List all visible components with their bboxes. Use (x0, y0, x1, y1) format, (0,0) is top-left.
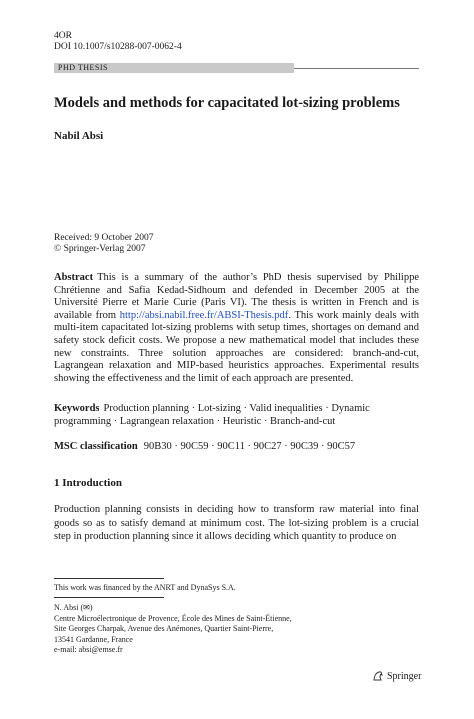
section-label: PHD THESIS (54, 63, 294, 73)
received-date: Received: 9 October 2007 (54, 233, 154, 243)
msc-heading: MSC classification (54, 441, 138, 452)
funding-note: This work was financed by the ANRT and DynaSys S.A. (54, 583, 236, 592)
author-name: Nabil Absi (54, 130, 104, 142)
journal-header (54, 31, 182, 53)
springer-logo (372, 670, 421, 682)
journal-name: 4OR (54, 31, 72, 41)
section-rule (294, 68, 419, 69)
publisher-name: Springer (387, 670, 422, 682)
thesis-link[interactable]: http://absi.nabil.free.fr/ABSI-Thesis.pdf (119, 309, 289, 321)
copyright: © Springer-Verlag 2007 (54, 244, 146, 254)
keywords (54, 402, 419, 428)
keywords-text: Production planning · Lot-sizing · Valid inequalities · Dynamic programming · Lagrangean relaxation · Heuristic · Branch-and-cut (54, 403, 370, 427)
doi: DOI 10.1007/s10288-007-0062-4 (54, 42, 182, 52)
footnote-rule (54, 578, 164, 579)
msc-classification (54, 441, 419, 452)
affiliation-line: N. Absi (✉) (54, 603, 93, 612)
intro-heading: 1 Introduction (54, 477, 122, 489)
springer-horse-icon (372, 670, 384, 682)
keywords-heading: Keywords (54, 403, 100, 414)
paper-title: Models and methods for capacitated lot-sizing problems (54, 95, 400, 111)
abstract-text-2: . This work mainly deals with multi-item capacitated lot-sizing problems with setup times, shortages on demand and safety stock deficit costs. We propose a new mathematical model that includes these new constraints. Three solution approaches are considered: branch-and-cut, Lagrangean relaxation and MIP-based heuristics approaches. Experimental results showing the effectiveness and the limit of each approach are presented. (54, 309, 419, 384)
section-bar (54, 63, 419, 73)
affiliation (54, 603, 292, 656)
affiliation-email: e-mail: absi@emse.fr (54, 645, 123, 654)
affiliation-line: 13541 Gardanne, France (54, 634, 133, 644)
abstract-heading: Abstract (54, 272, 94, 283)
abstract (54, 272, 419, 385)
abstract-text-1: This is a summary of the author’s PhD thesis supervised by Philippe Chrétienne and Safia Kedad-Sidhoum and defended in December 2005 at the Université Pierre et Marie Curie (Paris VI). The thesis is written in French and is available from (54, 272, 419, 321)
affiliation-line: Site Georges Charpak, Avenue des Anémones, Quartier Saint-Pierre, (54, 624, 274, 633)
footnote-rule-2 (54, 597, 164, 598)
affiliation-line: Centre Microélectronique de Provence, École des Mines de Saint-Étienne, (54, 613, 292, 623)
msc-text: 90B30 · 90C59 · 90C11 · 90C27 · 90C39 · 90C57 (143, 441, 356, 452)
intro-text: Production planning consists in deciding how to transform raw material into final goods so as to satisfy demand at minimum cost. The lot-sizing problem is a crucial step in production planning since it allows deciding which quantity to produce on (54, 504, 419, 542)
publication-dates (54, 233, 153, 255)
